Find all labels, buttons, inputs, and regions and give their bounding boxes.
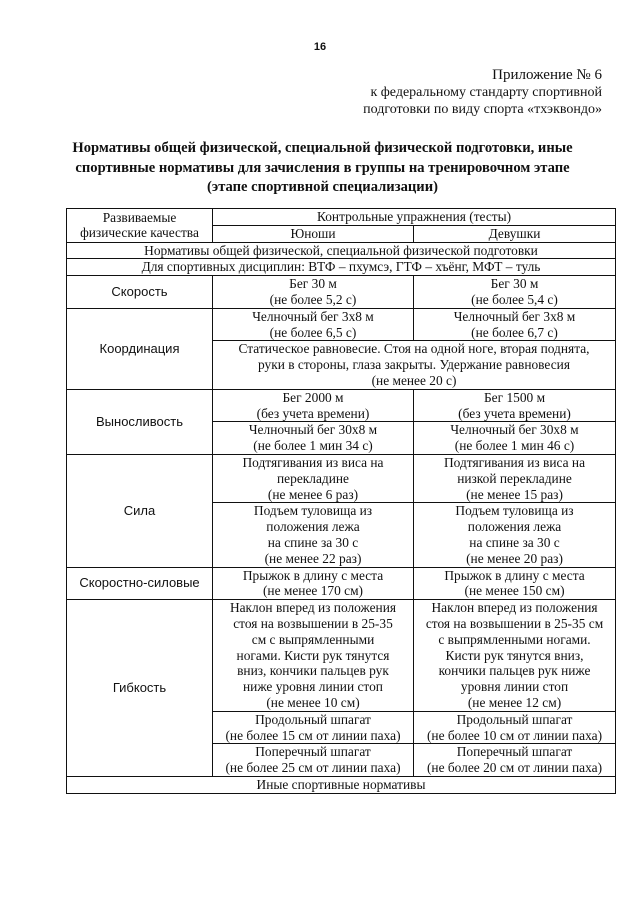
norm-cell: Подтягивания из виса на перекладине (не менее 6 раз): [213, 454, 414, 502]
norm-cell: Прыжок в длину с места (не менее 170 см): [213, 567, 414, 600]
header-tests-cell: Контрольные упражнения (тесты): [213, 209, 616, 226]
title-line: спортивные нормативы для зачисления в группы на тренировочном этапе: [75, 159, 570, 176]
table-header-row: [67, 209, 616, 226]
norm-cell: Продольный шпагат (не более 15 см от линии паха): [213, 711, 414, 744]
table-row: [67, 567, 616, 600]
norm-cell: Подтягивания из виса на низкой перекладине (не менее 15 раз): [414, 454, 616, 502]
norm-cell: Челночный бег 30х8 м (не более 1 мин 46 с): [414, 422, 616, 455]
norm-cell: Челночный бег 3х8 м (не более 6,7 с): [414, 308, 616, 341]
norm-cell: Продольный шпагат (не более 10 см от линии паха): [414, 711, 616, 744]
norm-cell: Челночный бег 3х8 м (не более 6,5 с): [213, 308, 414, 341]
table-row: [67, 600, 616, 712]
appendix-line: подготовки по виду спорта «тхэквондо»: [363, 102, 602, 117]
table-row: [67, 276, 616, 309]
header-quality-cell: Развиваемые физические качества: [67, 209, 213, 243]
quality-speed-strength: Скоростно-силовые: [67, 567, 213, 600]
quality-coordination: Координация: [67, 308, 213, 389]
norm-cell: Поперечный шпагат (не более 20 см от линии паха): [414, 744, 616, 777]
title-line: Нормативы общей физической, специальной физической подготовки, иные: [72, 140, 573, 156]
norms-table: [66, 208, 616, 794]
section-ofp: Нормативы общей физической, специальной физической подготовки: [67, 242, 616, 259]
quality-endurance: Выносливость: [67, 389, 213, 454]
quality-strength: Сила: [67, 454, 213, 567]
appendix-line: к федеральному стандарту спортивной: [370, 85, 602, 100]
norm-cell: Челночный бег 30х8 м (не более 1 мин 34 с): [213, 422, 414, 455]
norm-cell: Поперечный шпагат (не более 25 см от линии паха): [213, 744, 414, 777]
norm-cell: Прыжок в длину с места (не менее 150 см): [414, 567, 616, 600]
section-disciplines: Для спортивных дисциплин: ВТФ – пхумсэ, ГТФ – хъёнг, МФТ – туль: [67, 259, 616, 276]
norm-cell-balance: Статическое равновесие. Стоя на одной ноге, вторая поднята, руки в стороны, глаза закрыты. Удержание равновесия (не менее 20 с): [213, 341, 616, 389]
norm-cell: Бег 1500 м (без учета времени): [414, 389, 616, 422]
table-row: [67, 308, 616, 341]
norm-cell: Подъем туловища из положения лежа на спине за 30 с (не менее 20 раз): [414, 503, 616, 567]
appendix-number: Приложение № 6: [492, 67, 602, 83]
table-row: [67, 389, 616, 422]
section-row: [67, 259, 616, 276]
norm-cell: Бег 30 м (не более 5,2 с): [213, 276, 414, 309]
norm-cell: Подъем туловища из положения лежа на спине за 30 с (не менее 22 раз): [213, 503, 414, 567]
document-title: [40, 139, 605, 198]
quality-flexibility: Гибкость: [67, 600, 213, 777]
norm-cell: Бег 30 м (не более 5,4 с): [414, 276, 616, 309]
header-girls-cell: Девушки: [414, 225, 616, 242]
norm-cell: Бег 2000 м (без учета времени): [213, 389, 414, 422]
norm-cell: Наклон вперед из положения стоя на возвышении в 25-35 см с выпрямленными ногами. Кисти рук тянутся вниз, кончики пальцев рук ниже уровня линии стоп (не менее 12 см): [414, 600, 616, 712]
section-row: [67, 242, 616, 259]
table-row: [67, 454, 616, 502]
norm-cell: Наклон вперед из положения стоя на возвышении в 25-35 см с выпрямленными ногами. Кисти рук тянутся вниз, кончики пальцев рук ниже уровня линии стоп (не менее 10 см): [213, 600, 414, 712]
quality-speed: Скорость: [67, 276, 213, 309]
title-line: (этапе спортивной специализации): [207, 179, 438, 195]
header-boys-cell: Юноши: [213, 225, 414, 242]
appendix-heading: [363, 67, 602, 118]
section-other: Иные спортивные нормативы: [67, 776, 616, 793]
page-number: 16: [313, 41, 327, 53]
section-row: [67, 776, 616, 793]
